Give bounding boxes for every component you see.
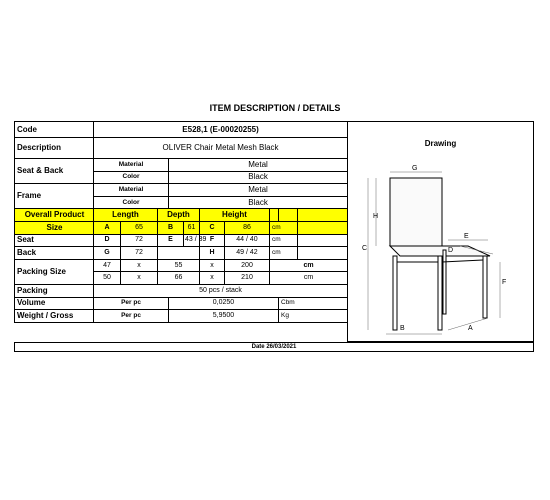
packing-size-1-x2: x	[200, 259, 225, 272]
overall-header-row	[15, 209, 348, 222]
code-row	[15, 122, 348, 138]
h-value: 49 / 42	[225, 247, 270, 260]
frame-color-label: Color	[94, 196, 169, 209]
packing-size-1-x1: x	[121, 259, 158, 272]
chair-drawing	[348, 122, 535, 343]
a-value: 65	[121, 221, 158, 234]
a-label: A	[94, 221, 121, 234]
packing-size-row-1	[15, 259, 348, 272]
packing-label: Packing	[15, 284, 94, 297]
page-title: ITEM DESCRIPTION / DETAILS	[209, 103, 341, 113]
description-value: OLIVER Chair Metal Mesh Black	[94, 138, 348, 159]
seat-label: Seat	[15, 234, 94, 247]
f-label: F	[200, 234, 225, 247]
description-label: Description	[15, 138, 94, 159]
e-value: 43 / 39	[184, 234, 200, 247]
b-value: 61	[184, 221, 200, 234]
date-footer: Date 26/03/2021	[14, 342, 534, 352]
weight-per: Per pc	[94, 310, 169, 323]
dim-c: C	[362, 245, 368, 252]
frame-material-row	[15, 184, 348, 197]
chair-outline	[390, 178, 490, 330]
frame-color-value: Black	[169, 196, 348, 209]
packing-row	[15, 284, 348, 297]
volume-label: Volume	[15, 297, 94, 310]
packing-size-2-unit: cm	[270, 272, 348, 285]
c-label: C	[200, 221, 225, 234]
weight-row	[15, 310, 348, 323]
volume-per: Per pc	[94, 297, 169, 310]
seat-row	[15, 234, 348, 247]
spec-table	[14, 121, 348, 323]
dim-h: H	[373, 213, 379, 220]
packing-size-2-v3: 210	[225, 272, 270, 285]
seat-back-color-value: Black	[169, 171, 348, 184]
frame-label: Frame	[15, 184, 94, 209]
overall-unit: cm	[270, 221, 298, 234]
overall-values-row	[15, 221, 348, 234]
packing-size-1-v1: 47	[94, 259, 121, 272]
packing-size-1-v2: 55	[158, 259, 200, 272]
d-label: D	[94, 234, 121, 247]
d-value: 72	[121, 234, 158, 247]
seat-back-color-label: Color	[94, 171, 169, 184]
weight-label: Weight / Gross	[15, 310, 94, 323]
volume-value: 0,0250	[169, 297, 279, 310]
g-label: G	[94, 247, 121, 260]
overall-label-2: Size	[15, 221, 94, 234]
seat-back-material-value: Metal	[169, 159, 348, 172]
volume-unit: Cbm	[279, 297, 348, 310]
seat-back-material-label: Material	[94, 159, 169, 172]
dim-e: E	[464, 233, 469, 240]
code-value: E528,1 (E-00020255)	[94, 122, 348, 138]
frame-material-label: Material	[94, 184, 169, 197]
c-value: 86	[225, 221, 270, 234]
g-value: 72	[121, 247, 158, 260]
packing-size-2-v1: 50	[94, 272, 121, 285]
code-label: Code	[15, 122, 94, 138]
dim-g: G	[412, 165, 418, 172]
weight-value: 5,9500	[169, 310, 279, 323]
dim-a: A	[468, 325, 473, 332]
h-label: H	[200, 247, 225, 260]
packing-size-2-v2: 66	[158, 272, 200, 285]
height-header: Height	[200, 209, 270, 222]
packing-size-2-x1: x	[121, 272, 158, 285]
back-label: Back	[15, 247, 94, 260]
volume-row	[15, 297, 348, 310]
e-label: E	[158, 234, 184, 247]
packing-size-1-v3: 200	[225, 259, 270, 272]
weight-unit: Kg	[279, 310, 348, 323]
depth-header: Depth	[158, 209, 200, 222]
f-value: 44 / 40	[225, 234, 270, 247]
length-header: Length	[94, 209, 158, 222]
drawing-panel	[347, 121, 534, 342]
dim-b: B	[400, 325, 405, 332]
seat-back-label: Seat & Back	[15, 159, 94, 184]
frame-material-value: Metal	[169, 184, 348, 197]
overall-label-1: Overall Product	[15, 209, 94, 222]
drawing-title: Drawing	[424, 139, 457, 148]
dim-f: F	[502, 279, 507, 286]
b-label: B	[158, 221, 184, 234]
packing-size-label: Packing Size	[15, 259, 94, 284]
packing-size-1-unit: cm	[270, 259, 348, 272]
seat-unit: cm	[270, 234, 298, 247]
packing-value: 50 pcs / stack	[94, 284, 348, 297]
packing-size-2-x2: x	[200, 272, 225, 285]
back-unit: cm	[270, 247, 298, 260]
description-row	[15, 138, 348, 159]
dim-d: D	[448, 247, 454, 254]
back-row	[15, 247, 348, 260]
seat-back-material-row	[15, 159, 348, 172]
